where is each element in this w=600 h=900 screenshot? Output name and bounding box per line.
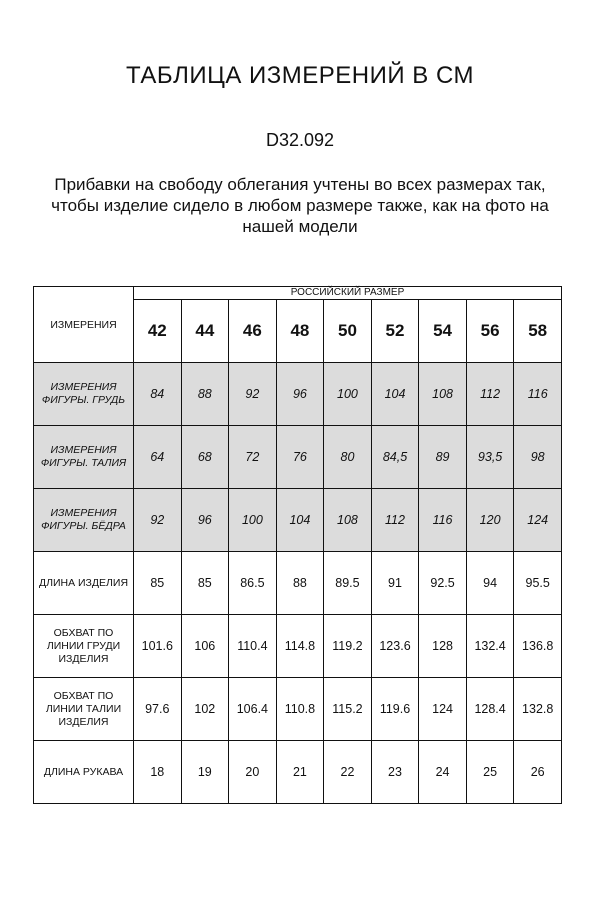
table-cell: 124 bbox=[514, 489, 562, 552]
table-cell: 89.5 bbox=[324, 552, 372, 615]
table-row bbox=[34, 426, 562, 489]
table-cell: 124 bbox=[419, 678, 467, 741]
row-label-line: ФИГУРЫ. ГРУДЬ bbox=[41, 394, 126, 406]
table-cell: 116 bbox=[514, 363, 562, 426]
row-label-line: ИЗДЕЛИЯ bbox=[58, 715, 109, 728]
row-label bbox=[34, 741, 134, 804]
size-header-52: 52 bbox=[371, 300, 419, 363]
table-cell: 101.6 bbox=[134, 615, 182, 678]
table-cell: 85 bbox=[181, 552, 229, 615]
table-cell: 91 bbox=[371, 552, 419, 615]
table-cell: 123.6 bbox=[371, 615, 419, 678]
table-cell: 20 bbox=[229, 741, 277, 804]
table-cell: 93,5 bbox=[466, 426, 514, 489]
row-label-line: ИЗДЕЛИЯ bbox=[58, 652, 109, 665]
size-header-58: 58 bbox=[514, 300, 562, 363]
row-label-line: ФИГУРЫ. ТАЛИЯ bbox=[40, 457, 127, 469]
row-label-line: ДЛИНА ИЗДЕЛИЯ bbox=[38, 576, 129, 589]
table-cell: 21 bbox=[276, 741, 324, 804]
table-cell: 110.8 bbox=[276, 678, 324, 741]
size-header-54: 54 bbox=[419, 300, 467, 363]
row-label-line: ДЛИНА РУКАВА bbox=[43, 765, 124, 778]
table-cell: 84,5 bbox=[371, 426, 419, 489]
size-header-50: 50 bbox=[324, 300, 372, 363]
table-cell: 108 bbox=[419, 363, 467, 426]
table-cell: 114.8 bbox=[276, 615, 324, 678]
size-header-56: 56 bbox=[466, 300, 514, 363]
row-label-line: ФИГУРЫ. БЁДРА bbox=[41, 520, 126, 532]
table-cell: 84 bbox=[134, 363, 182, 426]
table-row bbox=[34, 552, 562, 615]
table-cell: 115.2 bbox=[324, 678, 372, 741]
measurements-corner-label: ИЗМЕРЕНИЯ bbox=[34, 287, 134, 363]
table-cell: 80 bbox=[324, 426, 372, 489]
table-cell: 132.8 bbox=[514, 678, 562, 741]
table-cell: 25 bbox=[466, 741, 514, 804]
row-label-line: ИЗМЕРЕНИЯ bbox=[50, 507, 117, 519]
table-cell: 108 bbox=[324, 489, 372, 552]
table-cell: 128 bbox=[419, 615, 467, 678]
table-cell: 92 bbox=[134, 489, 182, 552]
table-cell: 97.6 bbox=[134, 678, 182, 741]
product-code: D32.092 bbox=[265, 130, 335, 150]
table-cell: 136.8 bbox=[514, 615, 562, 678]
row-label bbox=[34, 615, 134, 678]
row-label bbox=[34, 363, 134, 426]
row-label-line: ЛИНИИ ТАЛИИ bbox=[45, 702, 122, 715]
table-cell: 72 bbox=[229, 426, 277, 489]
table-cell: 19 bbox=[181, 741, 229, 804]
table-cell: 106 bbox=[181, 615, 229, 678]
row-label bbox=[34, 426, 134, 489]
size-header-42: 42 bbox=[134, 300, 182, 363]
size-group-header-row bbox=[34, 287, 562, 300]
table-cell: 96 bbox=[276, 363, 324, 426]
row-label-line: ОБХВАТ ПО bbox=[53, 626, 114, 639]
row-label bbox=[34, 678, 134, 741]
table-cell: 132.4 bbox=[466, 615, 514, 678]
table-cell: 86.5 bbox=[229, 552, 277, 615]
table-cell: 106.4 bbox=[229, 678, 277, 741]
table-cell: 102 bbox=[181, 678, 229, 741]
table-cell: 119.2 bbox=[324, 615, 372, 678]
table-cell: 26 bbox=[514, 741, 562, 804]
row-label-line: ИЗМЕРЕНИЯ bbox=[50, 381, 117, 393]
table-cell: 18 bbox=[134, 741, 182, 804]
table-row bbox=[34, 615, 562, 678]
fit-note: Прибавки на свободу облегания учтены во всех размерах так, чтобы изделие сидело в любом размере также, как на фото на нашей модели bbox=[51, 175, 549, 236]
table-cell: 85 bbox=[134, 552, 182, 615]
table-cell: 120 bbox=[466, 489, 514, 552]
table-cell: 128.4 bbox=[466, 678, 514, 741]
table-cell: 92 bbox=[229, 363, 277, 426]
table-cell: 24 bbox=[419, 741, 467, 804]
table-cell: 96 bbox=[181, 489, 229, 552]
table-row bbox=[34, 489, 562, 552]
table-cell: 112 bbox=[466, 363, 514, 426]
table-cell: 104 bbox=[371, 363, 419, 426]
table-row bbox=[34, 678, 562, 741]
table-cell: 94 bbox=[466, 552, 514, 615]
table-cell: 64 bbox=[134, 426, 182, 489]
row-label-line: ОБХВАТ ПО bbox=[53, 689, 114, 702]
table-cell: 22 bbox=[324, 741, 372, 804]
row-label bbox=[34, 552, 134, 615]
table-cell: 68 bbox=[181, 426, 229, 489]
table-row bbox=[34, 363, 562, 426]
russian-size-label: РОССИЙСКИЙ РАЗМЕР bbox=[134, 287, 562, 300]
table-cell: 119.6 bbox=[371, 678, 419, 741]
page-title: ТАБЛИЦА ИЗМЕРЕНИЙ В СМ bbox=[125, 62, 475, 89]
table-cell: 23 bbox=[371, 741, 419, 804]
table-cell: 88 bbox=[276, 552, 324, 615]
table-cell: 89 bbox=[419, 426, 467, 489]
size-chart-table bbox=[33, 286, 562, 804]
table-cell: 112 bbox=[371, 489, 419, 552]
table-cell: 116 bbox=[419, 489, 467, 552]
table-cell: 92.5 bbox=[419, 552, 467, 615]
table-cell: 76 bbox=[276, 426, 324, 489]
table-cell: 104 bbox=[276, 489, 324, 552]
size-header-48: 48 bbox=[276, 300, 324, 363]
row-label-line: ЛИНИИ ГРУДИ bbox=[46, 639, 121, 652]
table-cell: 100 bbox=[229, 489, 277, 552]
table-cell: 88 bbox=[181, 363, 229, 426]
row-label-line: ИЗМЕРЕНИЯ bbox=[50, 444, 117, 456]
table-row bbox=[34, 741, 562, 804]
size-header-46: 46 bbox=[229, 300, 277, 363]
table-cell: 95.5 bbox=[514, 552, 562, 615]
size-header-44: 44 bbox=[181, 300, 229, 363]
table-cell: 98 bbox=[514, 426, 562, 489]
table-cell: 110.4 bbox=[229, 615, 277, 678]
table-cell: 100 bbox=[324, 363, 372, 426]
row-label bbox=[34, 489, 134, 552]
